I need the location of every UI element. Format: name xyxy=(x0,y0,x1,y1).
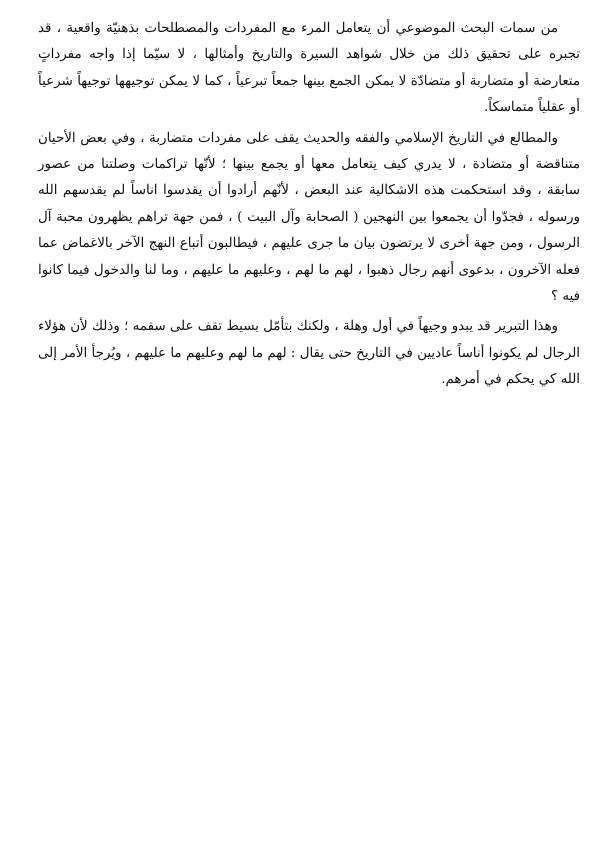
paragraph-1: من سمات البحث الموضوعي أن يتعامل المرء مع المفردات والمصطلحات بذهنيّة واقعية ، قد تجبره على تحقيق ذلك من خلال شواهد السيرة والتاريخ وأمثالها ، لا سيّما إذا واجه مفرداتٍ متعارضة أو متضاربة أو متضادّة لا يمكن الجمع بينها جمعاً تبرعياً ، كما لا يمكن توجيهها توجيهاً شرعياً أو عقلياً متماسكاً. xyxy=(38,21,580,116)
document-page xyxy=(38,16,580,394)
paragraph-3: وهذا التبرير قد يبدو وجيهاً في أول وهلة ، ولكنك بتأمّل بسيط تقف على سقمه ؛ وذلك لأن هؤلاء الرجال لم يكونوا أناساً عاديين في التاريخ حتى يقال : لهم ما لهم وعليهم ما عليهم ، ويُرجأ الأمر إلى الله كي يحكم في أمرهم. xyxy=(38,319,580,388)
paragraph-2: والمطالع في التاريخ الإسلامي والفقه والحديث يقف على مفردات متضاربة ، وفي بعض الأحيان متناقضة أو متضادة ، لا يدري كيف يتعامل معها أو يجمع بينها ؛ لأنّها تراكمات وصلتنا من عصور سابقة ، وقد استحكمت هذه الاشكالية عند البعض ، لأنّهم أرادوا أن يقدسوا اناساً لم يقدسهم الله ورسوله ، فجدّوا أن يجمعوا بين النهجين ( الصحابة وآل البيت ) ، فمن جهة تراهم يظهرون محبة آل الرسول ، ومن جهة أخرى لا يرتضون بيان ما جرى عليهم ، فيطالبون أتباع النهج الآخر بالاغماض عما فعله الآخرون ، بدعوى أنهم رجال ذهبوا ، لهم ما لهم ، وعليهم ما عليهم ، وما لنا والدخول فيما كانوا فيه ؟ xyxy=(38,130,580,305)
